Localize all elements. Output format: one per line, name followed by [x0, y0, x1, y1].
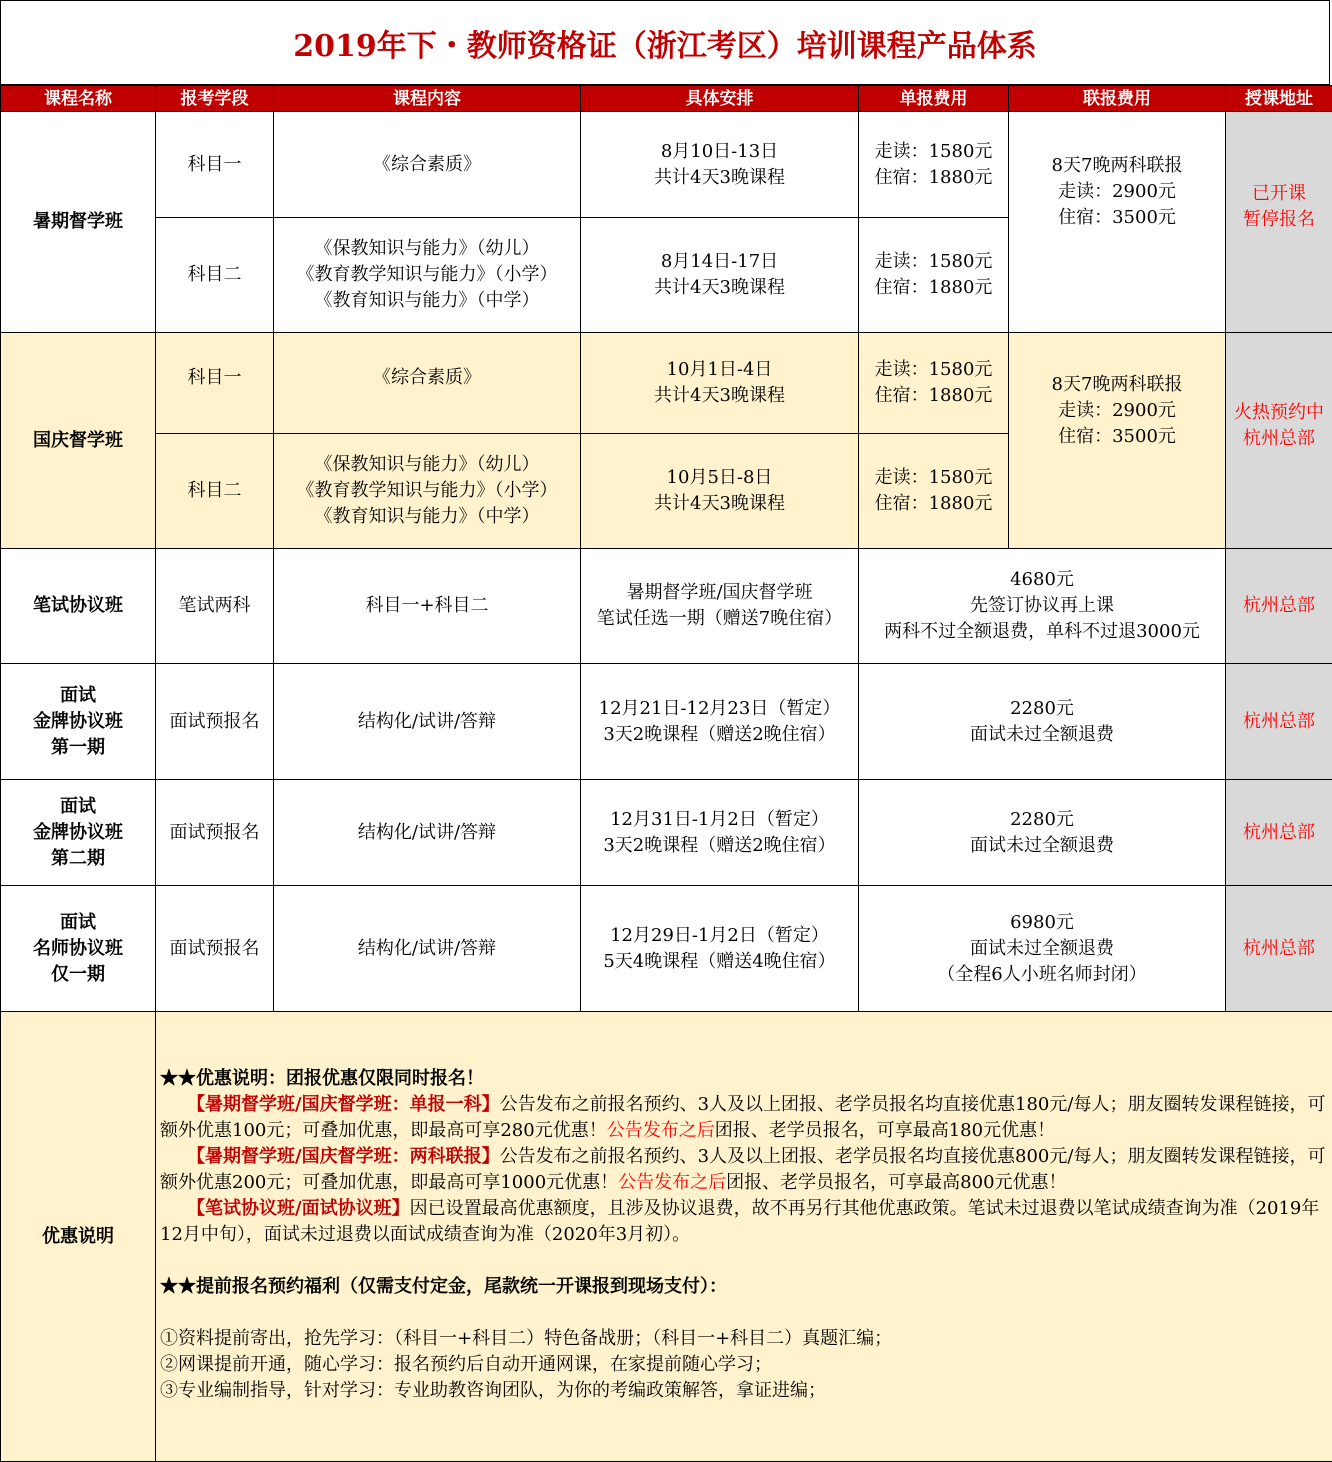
- address-cell: 杭州总部: [1226, 664, 1332, 780]
- header-address: 授课地址: [1226, 86, 1332, 112]
- combo-fee-cell: 8天7晚两科联报 走读：2900元 住宿：3500元: [1009, 333, 1226, 549]
- schedule-cell: 12月29日-1月2日（暂定） 5天4晚课程（赠送4晚住宿）: [581, 886, 859, 1012]
- course-table: [0, 85, 1332, 1462]
- notes-heading: ★★优惠说明：团报优惠仅限同时报名！: [160, 1066, 1328, 1092]
- single-fee-cell: 走读：1580元 住宿：1880元: [859, 333, 1009, 434]
- stage-cell: 面试预报名: [156, 664, 274, 780]
- header-content: 课程内容: [274, 86, 581, 112]
- address-cell: 杭州总部: [1226, 886, 1332, 1012]
- single-fee-cell: 走读：1580元 住宿：1880元: [859, 218, 1009, 333]
- benefit-item: ①资料提前寄出，抢先学习：（科目一+科目二）特色备战册；（科目一+科目二）真题汇编；: [160, 1326, 1328, 1352]
- table-row: [1, 886, 1332, 1012]
- fee-cell: 2280元 面试未过全额退费: [859, 664, 1226, 780]
- header-single-fee: 单报费用: [859, 86, 1009, 112]
- address-cell: 火热预约中 杭州总部: [1226, 333, 1332, 549]
- notes-content: [156, 1012, 1332, 1462]
- combo-fee-cell: 8天7晚两科联报 走读：2900元 住宿：3500元: [1009, 112, 1226, 333]
- schedule-cell: 10月5日-8日 共计4天3晚课程: [581, 434, 859, 549]
- table-row: [1, 333, 1332, 434]
- page-title: 2019年下・教师资格证（浙江考区）培训课程产品体系: [0, 0, 1330, 85]
- schedule-cell: 10月1日-4日 共计4天3晚课程: [581, 333, 859, 434]
- stage-cell: 科目二: [156, 218, 274, 333]
- address-cell: 杭州总部: [1226, 780, 1332, 886]
- content-cell: 科目一+科目二: [274, 549, 581, 664]
- table-row: [1, 780, 1332, 886]
- content-cell: 《综合素质》: [274, 333, 581, 434]
- content-cell: 《保教知识与能力》（幼儿） 《教育教学知识与能力》（小学） 《教育知识与能力》（中学）: [274, 434, 581, 549]
- stage-cell: 笔试两科: [156, 549, 274, 664]
- notes-row: [1, 1012, 1332, 1462]
- schedule-cell: 8月10日-13日 共计4天3晚课程: [581, 112, 859, 218]
- content-cell: 结构化/试讲/答辩: [274, 780, 581, 886]
- header-combo-fee: 联报费用: [1009, 86, 1226, 112]
- stage-cell: 科目一: [156, 333, 274, 434]
- schedule-cell: 8月14日-17日 共计4天3晚课程: [581, 218, 859, 333]
- table-row: [1, 549, 1332, 664]
- single-fee-cell: 走读：1580元 住宿：1880元: [859, 434, 1009, 549]
- notes-paragraph: 【暑期督学班/国庆督学班：两科联报】公告发布之前报名预约、3人及以上团报、老学员报名均直接优惠800元/每人；朋友圈转发课程链接，可额外优惠200元；可叠加优惠，即最高可享1000元优惠！公告发布之后团报、老学员报名，可享最高800元优惠！: [160, 1144, 1328, 1196]
- header-course-name: 课程名称: [1, 86, 156, 112]
- content-cell: 结构化/试讲/答辩: [274, 664, 581, 780]
- notes-paragraph: 【笔试协议班/面试协议班】因已设置最高优惠额度，且涉及协议退费，故不再另行其他优惠政策。笔试未过退费以笔试成绩查询为准（2019年12月中旬），面试未过退费以面试成绩查询为准（2020年3月初）。: [160, 1196, 1328, 1248]
- schedule-cell: 暑期督学班/国庆督学班 笔试任选一期（赠送7晚住宿）: [581, 549, 859, 664]
- schedule-cell: 12月21日-12月23日（暂定） 3天2晚课程（赠送2晚住宿）: [581, 664, 859, 780]
- fee-cell: 6980元 面试未过全额退费 （全程6人小班名师封闭）: [859, 886, 1226, 1012]
- stage-cell: 面试预报名: [156, 780, 274, 886]
- address-cell: 已开课 暂停报名: [1226, 112, 1332, 333]
- fee-cell: 4680元 先签订协议再上课 两科不过全额退费，单科不过退3000元: [859, 549, 1226, 664]
- fee-cell: 2280元 面试未过全额退费: [859, 780, 1226, 886]
- header-row: [1, 86, 1332, 112]
- benefit-item: ③专业编制指导，针对学习：专业助教咨询团队，为你的考编政策解答，拿证进编；: [160, 1378, 1328, 1404]
- course-name: 国庆督学班: [1, 333, 156, 549]
- stage-cell: 面试预报名: [156, 886, 274, 1012]
- single-fee-cell: 走读：1580元 住宿：1880元: [859, 112, 1009, 218]
- course-name: 暑期督学班: [1, 112, 156, 333]
- notes-paragraph: 【暑期督学班/国庆督学班：单报一科】公告发布之前报名预约、3人及以上团报、老学员报名均直接优惠180元/每人；朋友圈转发课程链接，可额外优惠100元；可叠加优惠，即最高可享280元优惠！公告发布之后团报、老学员报名，可享最高180元优惠！: [160, 1092, 1328, 1144]
- header-schedule: 具体安排: [581, 86, 859, 112]
- content-cell: 《综合素质》: [274, 112, 581, 218]
- content-cell: 结构化/试讲/答辩: [274, 886, 581, 1012]
- header-stage: 报考学段: [156, 86, 274, 112]
- table-row: [1, 664, 1332, 780]
- notes-label: 优惠说明: [1, 1012, 156, 1462]
- address-cell: 杭州总部: [1226, 549, 1332, 664]
- table-row: [1, 112, 1332, 218]
- course-name: 笔试协议班: [1, 549, 156, 664]
- content-cell: 《保教知识与能力》（幼儿） 《教育教学知识与能力》（小学） 《教育知识与能力》（中学）: [274, 218, 581, 333]
- schedule-cell: 12月31日-1月2日（暂定） 3天2晚课程（赠送2晚住宿）: [581, 780, 859, 886]
- benefit-item: ②网课提前开通，随心学习：报名预约后自动开通网课，在家提前随心学习；: [160, 1352, 1328, 1378]
- course-name: 面试 金牌协议班 第一期: [1, 664, 156, 780]
- benefits-heading: ★★提前报名预约福利（仅需支付定金，尾款统一开课报到现场支付）：: [160, 1274, 1328, 1300]
- stage-cell: 科目二: [156, 434, 274, 549]
- course-name: 面试 名师协议班 仅一期: [1, 886, 156, 1012]
- course-name: 面试 金牌协议班 第二期: [1, 780, 156, 886]
- stage-cell: 科目一: [156, 112, 274, 218]
